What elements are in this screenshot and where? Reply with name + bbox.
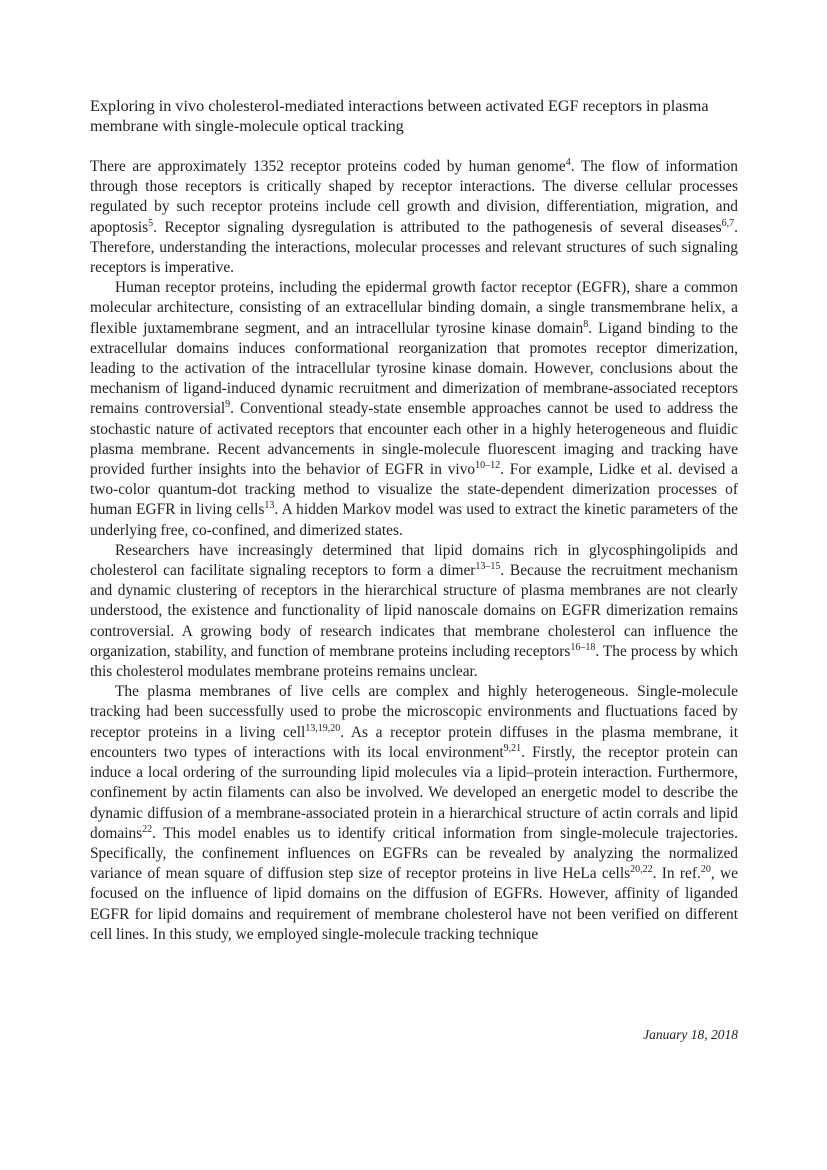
citation-superscript: 9 (225, 399, 231, 411)
paragraph-text: Researchers have increasingly determined that lipid domains rich in glycosphingolipids and cholesterol can facilitate signaling receptors to form a dimer (90, 541, 738, 580)
paragraph-text: . Firstly, the receptor protein can induce a local ordering of the surrounding lipid molecules via a lipid–protein interaction. Furthermore, confinement by actin filaments can also be involved. We developed an energetic model to describe the dynamic diffusion of a membrane-associated protein in a hierarchical structure of actin corrals and lipid domains (90, 743, 738, 842)
citation-superscript: 22 (142, 823, 153, 835)
paragraph (90, 157, 738, 278)
citation-superscript: 9,21 (503, 742, 522, 754)
citation-superscript: 16–18 (570, 641, 596, 653)
citation-superscript: 8 (583, 318, 589, 330)
citation-superscript: 6,7 (721, 217, 735, 229)
citation-superscript: 20 (700, 864, 711, 876)
paragraph-text: . Ligand binding to the extracellular domains induces conformational reorganization that promotes receptor dimerization, leading to the activation of the intracellular tyrosine kinase domain. However, conclusions about the mechanism of ligand-induced dynamic recruitment and dimerization of membrane-associated receptors remains controversial (90, 319, 739, 418)
paragraph-text: . A hidden Markov model was used to extract the kinetic parameters of the underlying free, co-confined, and dimerized states. (90, 501, 738, 539)
paragraph-text: The plasma membranes of live cells are complex and highly heterogeneous. Single-molecule tracking had been successfully used to probe the microscopic environments and fluctuations faced by receptor proteins in a living cell (90, 683, 738, 741)
paragraph-text: , we focused on the influence of lipid domains on the diffusion of EGFRs. However, affinity of liganded EGFR for lipid domains and requirement of membrane cholesterol have not been verified on different cell lines. In this study, we employed single-molecule tracking technique (90, 865, 738, 943)
paragraph-text: . This model enables us to identify critical information from single-molecule trajectories. Specifically, the confinement influences on EGFRs can be revealed by analyzing the normalized variance of mean square of diffusion step size of receptor proteins in live HeLa cells (90, 824, 738, 883)
paragraph-text: . For example, Lidke et al. devised a two-color quantum-dot tracking method to visualize the state-dependent dimerization processes of human EGFR in living cells (90, 461, 738, 519)
citation-superscript: 4 (565, 157, 571, 168)
body-text (90, 157, 738, 945)
paragraph-text: . The flow of information through those receptors is critically shaped by receptor interactions. The diverse cellular processes regulated by such receptor proteins include cell growth and division, differentiation, migration, and apoptosis (90, 158, 738, 236)
citation-superscript: 5 (148, 217, 154, 229)
paragraph-text: . Receptor signaling dysregulation is attributed to the pathogenesis of several diseases (153, 218, 722, 236)
paragraph-text: . Therefore, understanding the interactions, molecular processes and relevant structures of such signaling receptors is imperative. (90, 218, 738, 277)
paragraph-text: . The process by which this cholesterol modulates membrane proteins remains unclear. (90, 642, 738, 681)
citation-superscript: 10–12 (475, 460, 501, 472)
paragraph-text: . Because the recruitment mechanism and dynamic clustering of receptors in the hierarchical structure of plasma membranes are not clearly understood, the existence and functionality of lipid nanoscale domains on EGFR dimerization remains controversial. A growing body of research indicates that membrane cholesterol can influence the organization, stability, and function of membrane proteins including receptors (90, 562, 738, 660)
paragraph-text: . Conventional steady-state ensemble approaches cannot be used to address the stochastic nature of activated receptors that encounter each other in a highly heterogeneous and fluidic plasma membrane. Recent advancements in single-molecule fluorescent imaging and tracking have provided further insights into the behavior of EGFR in vivo (90, 400, 738, 479)
paper-title: Exploring in vivo cholesterol-mediated interactions between activated EGF receptors in plasma membrane with single-molecule optical tracking (90, 97, 709, 135)
paragraph-text: . As a receptor protein diffuses in the plasma membrane, it encounters two types of interactions with its local environment (90, 723, 738, 761)
citation-superscript: 20,22 (630, 864, 653, 876)
paragraph-text: . In ref. (652, 865, 701, 883)
paragraph-text: Human receptor proteins, including the epidermal growth factor receptor (EGFR), share a common molecular architecture, consisting of an extracellular binding domain, a single transmembrane helix, a flexible juxtamembrane segment, and an intracellular tyrosine kinase domain (90, 279, 738, 337)
page-date: January 18, 2018 (643, 1027, 738, 1042)
paragraph-text: There are approximately 1352 receptor proteins coded by human genome (90, 158, 566, 175)
paragraph (90, 278, 738, 541)
page-content (90, 96, 738, 945)
citation-superscript: 13,19,20 (305, 722, 341, 734)
paragraph (90, 682, 738, 945)
citation-superscript: 13 (264, 500, 275, 512)
citation-superscript: 13–15 (475, 561, 501, 573)
paragraph (90, 541, 738, 682)
